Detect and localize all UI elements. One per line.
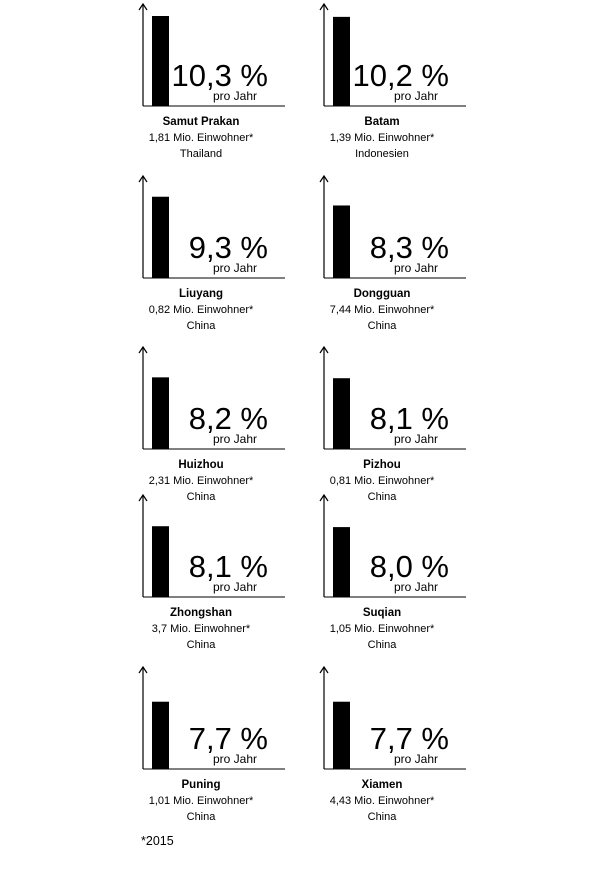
city-name: Huizhou	[178, 459, 224, 471]
value-label: 10,2 %	[352, 58, 449, 93]
country-label: China	[186, 320, 216, 332]
population-label: 1,39 Mio. Einwohner*	[329, 132, 435, 144]
city-name: Liuyang	[178, 288, 224, 300]
city-name: Puning	[181, 779, 221, 791]
country-label: China	[367, 320, 397, 332]
population-label: 1,81 Mio. Einwohner*	[148, 132, 254, 144]
country-label: China	[367, 639, 397, 651]
city-name: Batam	[364, 116, 400, 128]
population-label: 1,05 Mio. Einwohner*	[329, 623, 435, 635]
unit-label: pro Jahr	[393, 432, 438, 446]
bar	[333, 527, 350, 597]
bar	[152, 197, 169, 278]
city-name: Zhongshan	[170, 607, 232, 619]
city-name: Suqian	[362, 607, 402, 619]
population-label: 0,81 Mio. Einwohner*	[329, 475, 435, 487]
footnote: *2015	[141, 834, 174, 848]
bar	[152, 702, 169, 769]
bar	[333, 205, 350, 278]
unit-label: pro Jahr	[212, 261, 257, 275]
city-name: Xiamen	[361, 779, 403, 791]
unit-label: pro Jahr	[212, 89, 257, 103]
city-name: Dongguan	[353, 288, 411, 300]
unit-label: pro Jahr	[212, 432, 257, 446]
value-label: 8,2 %	[188, 401, 268, 436]
bar	[333, 17, 350, 106]
country-label: China	[367, 491, 397, 503]
unit-label: pro Jahr	[393, 752, 438, 766]
value-label: 10,3 %	[171, 58, 268, 93]
population-label: 4,43 Mio. Einwohner*	[329, 795, 435, 807]
unit-label: pro Jahr	[393, 580, 438, 594]
country-label: China	[186, 639, 216, 651]
value-label: 8,1 %	[188, 549, 268, 584]
population-label: 2,31 Mio. Einwohner*	[148, 475, 254, 487]
population-label: 0,82 Mio. Einwohner*	[148, 304, 254, 316]
country-label: China	[186, 811, 216, 823]
bar	[333, 702, 350, 769]
unit-label: pro Jahr	[212, 580, 257, 594]
population-label: 7,44 Mio. Einwohner*	[329, 304, 435, 316]
bar	[152, 377, 169, 449]
unit-label: pro Jahr	[393, 261, 438, 275]
value-label: 8,1 %	[369, 401, 449, 436]
country-label: China	[186, 491, 216, 503]
value-label: 7,7 %	[369, 721, 449, 756]
value-label: 9,3 %	[188, 230, 268, 265]
bar	[152, 526, 169, 597]
value-label: 8,0 %	[369, 549, 449, 584]
population-label: 1,01 Mio. Einwohner*	[148, 795, 254, 807]
country-label: Indonesien	[355, 148, 409, 160]
city-name: Samut Prakan	[162, 116, 240, 128]
city-name: Pizhou	[363, 459, 401, 471]
value-label: 7,7 %	[188, 721, 268, 756]
bar	[333, 378, 350, 449]
value-label: 8,3 %	[369, 230, 449, 265]
population-label: 3,7 Mio. Einwohner*	[151, 623, 251, 635]
bar	[152, 16, 169, 106]
country-label: China	[367, 811, 397, 823]
country-label: Thailand	[179, 148, 223, 160]
unit-label: pro Jahr	[212, 752, 257, 766]
unit-label: pro Jahr	[393, 89, 438, 103]
